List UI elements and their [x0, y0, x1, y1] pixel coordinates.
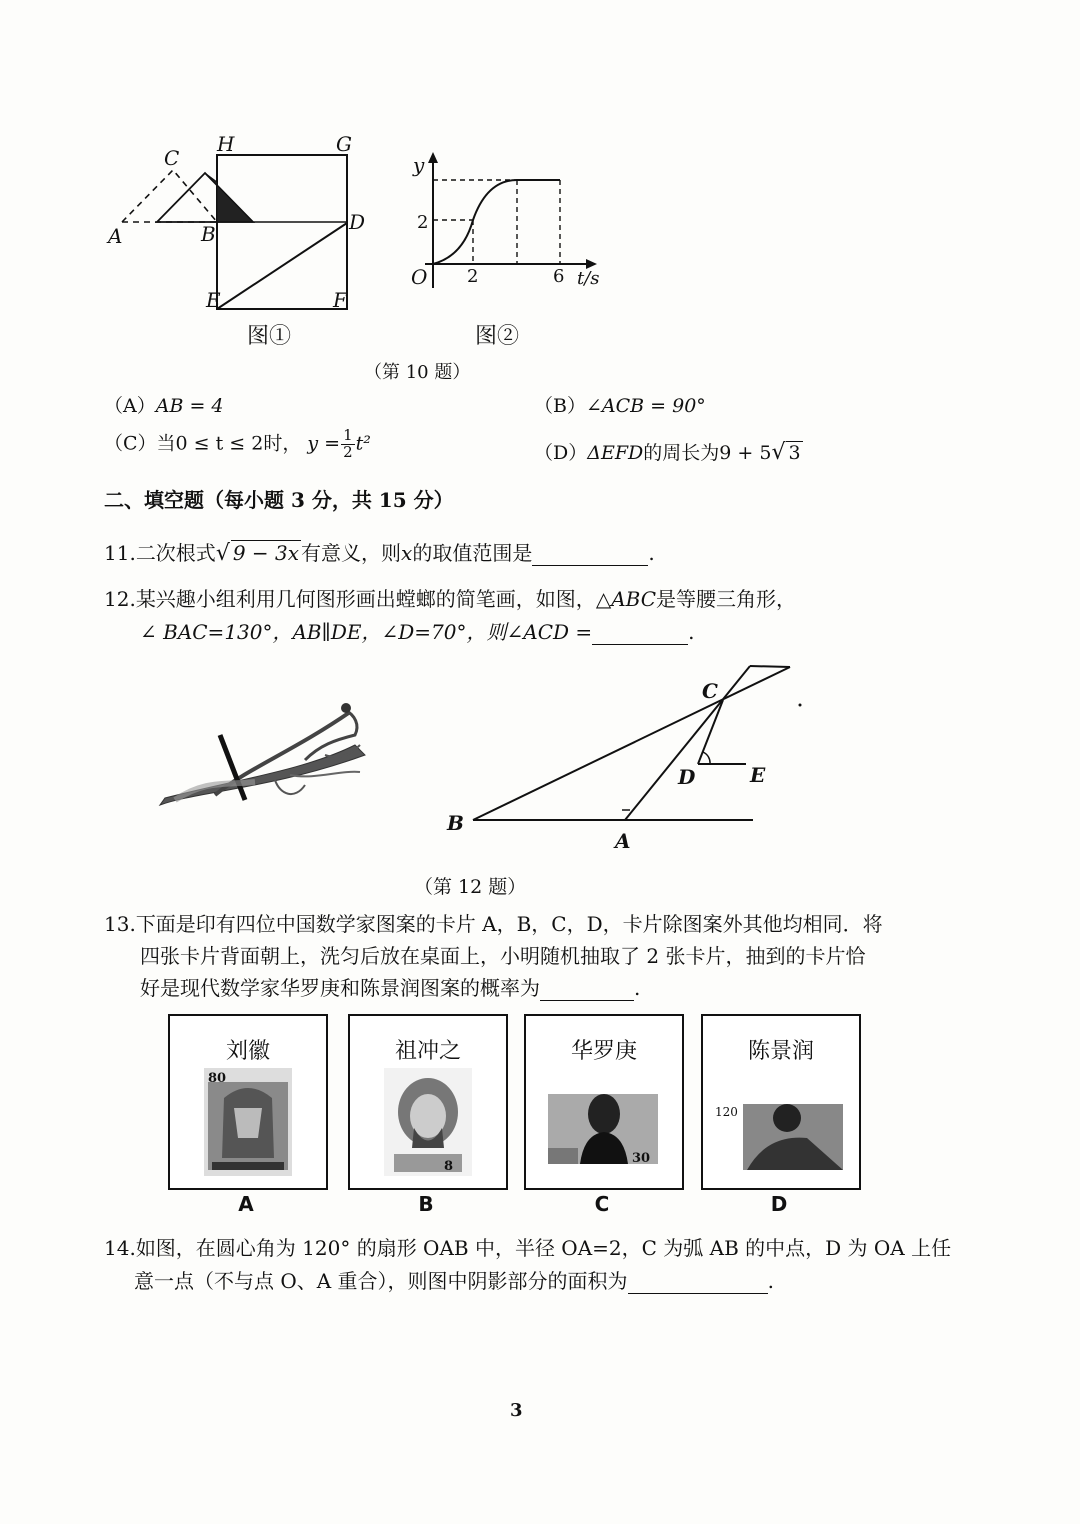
q12-number: 12.: [104, 587, 136, 611]
option-d-mid: 的周长为: [643, 442, 720, 464]
label-f: F: [333, 288, 347, 312]
card-d: [701, 1014, 861, 1190]
label-b: B: [201, 222, 216, 246]
segment-ac: [625, 666, 750, 820]
label-d: D: [349, 210, 366, 234]
q13-answer-blank[interactable]: [540, 976, 634, 1001]
label-h: H: [217, 132, 235, 156]
portrait-zu-chongzhi-image: [384, 1068, 472, 1176]
stamp-value: 80: [208, 1071, 227, 1086]
mantis-sketch: [155, 700, 370, 815]
shaded-overlap: [205, 173, 253, 222]
q12-line-1: [104, 587, 796, 611]
label-tick-x1: 2: [467, 266, 479, 287]
card-c-letter: C: [594, 1192, 610, 1216]
segment-ed: [217, 223, 347, 309]
card-name: 刘徽: [225, 1039, 270, 1064]
option-d-label: （D）: [534, 442, 588, 464]
option-d-pre: ΔEFD: [587, 442, 644, 464]
portrait-liu-hui-image: [204, 1068, 292, 1176]
q13-line-2: 四张卡片背面朝上，洗匀后放在桌面上，小明随机抽取了 2 张卡片，抽到的卡片恰: [140, 944, 866, 968]
q14-end: .: [767, 1269, 774, 1293]
q13-line3: 好是现代数学家华罗庚和陈景润图案的概率为: [140, 976, 540, 1000]
card-b-letter: B: [418, 1192, 434, 1216]
segment-top: [750, 666, 790, 667]
stamp-value: 30: [632, 1151, 651, 1166]
card-name: 陈景润: [747, 1039, 814, 1064]
label-x-axis: t/s: [577, 268, 600, 289]
label-tick-x2: 6: [553, 266, 565, 287]
label-tick-y: 2: [417, 212, 429, 233]
portrait-chen-jingrun-image: [715, 1068, 825, 1176]
q11-var: x: [401, 541, 413, 565]
option-a-expr: AB = 4: [155, 395, 224, 417]
option-c-label: （C）: [104, 432, 157, 455]
q12-caption: （第 12 题）: [414, 876, 527, 898]
card-name: 华罗庚: [570, 1039, 637, 1064]
label-y: y: [413, 153, 425, 177]
q10-option-c: [104, 428, 371, 461]
label-d: D: [678, 765, 696, 789]
segment-bc: [473, 667, 790, 820]
label-a: A: [108, 224, 123, 248]
option-b-expr: ∠ACB = 90°: [585, 395, 706, 417]
q10-caption: （第 10 题）: [364, 362, 471, 383]
q14-line-1: [104, 1236, 951, 1260]
stamp-value: 8: [444, 1159, 454, 1174]
q10-option-d: [534, 440, 803, 466]
option-c-fraction: [341, 428, 355, 461]
q11-post2: 的取值范围是: [412, 541, 533, 565]
q13-end: .: [634, 976, 641, 1000]
label-c: C: [702, 679, 718, 703]
q14-answer-blank[interactable]: [628, 1269, 768, 1294]
q11-radicand: 9 − 3x: [232, 541, 300, 565]
card-d-letter: D: [770, 1192, 788, 1216]
option-c-text: 当0 ≤ t ≤ 2时，: [156, 432, 302, 455]
option-b-label: （B）: [534, 395, 586, 417]
q12-figure: [440, 660, 800, 853]
dashed-triangle-acb: [122, 170, 217, 222]
card-c: [524, 1014, 684, 1190]
q13-number: 13.: [104, 912, 136, 936]
q12-answer-blank[interactable]: [592, 620, 688, 645]
q13-line1: 下面是印有四位中国数学家图案的卡片 A，B，C，D，卡片除图案外其他均相同．将: [135, 912, 883, 936]
sqrt-sign: √: [215, 541, 230, 566]
q12-triangle: △ABC: [595, 587, 657, 611]
q11-pre: 二次根式: [135, 541, 216, 565]
q10-fig1-caption: 图①: [247, 324, 292, 349]
portrait-hua-luogeng-image: [560, 1068, 651, 1176]
q14-line2: 意一点（不与点 O、A 重合），则图中阴影部分的面积为: [134, 1269, 628, 1293]
fraction-numerator: 1: [343, 426, 353, 444]
option-d-radicand: 3: [788, 442, 801, 464]
q11-number: 11.: [104, 541, 136, 565]
square-hgfe: [217, 155, 347, 309]
label-e: E: [206, 288, 221, 312]
q10-fig2-caption: 图②: [475, 324, 520, 349]
q12-line2: ∠ BAC=130°，AB∥DE，∠D=70°，则∠ACD =: [140, 620, 593, 644]
q10-option-a: [104, 395, 224, 418]
q14-number: 14.: [104, 1236, 136, 1260]
label-b: B: [447, 811, 464, 835]
q11-answer-blank[interactable]: [532, 541, 648, 566]
q10-figure-2: [405, 150, 605, 290]
q11: [104, 540, 655, 567]
q14-line-2: [134, 1269, 774, 1294]
stamp-value: 120: [715, 1105, 738, 1119]
q12-line1-post: 是等腰三角形，: [656, 587, 797, 611]
card-a-letter: A: [238, 1192, 254, 1216]
fraction-denominator: 2: [343, 442, 353, 461]
q13-line-3: [140, 976, 640, 1001]
y-axis-arrow: [428, 152, 438, 163]
q12-line-2: [140, 620, 695, 645]
label-e: E: [750, 763, 766, 787]
curve: [433, 180, 560, 264]
card-name: 祖冲之: [394, 1039, 461, 1064]
label-c: C: [164, 146, 180, 170]
label-a: A: [615, 829, 631, 853]
option-c-tail: t²: [355, 432, 371, 455]
q10-figure-1: [100, 125, 380, 315]
card-b: [348, 1014, 508, 1190]
q12-line1-pre: 某兴趣小组利用几何图形画出螳螂的简笔画，如图，: [135, 587, 596, 611]
section-2-title: 二、填空题（每小题 3 分，共 15 分）: [104, 488, 454, 512]
q10-option-b: [534, 395, 706, 418]
q13-line-1: [104, 912, 883, 936]
option-c-lhs: y =: [307, 432, 341, 455]
page-number: 3: [510, 1400, 523, 1421]
sqrt-sign: √: [771, 440, 786, 465]
label-g: G: [336, 132, 352, 156]
angle-d-mark: [703, 752, 710, 764]
card-a: [168, 1014, 328, 1190]
q14-line1: 如图，在圆心角为 120° 的扇形 OAB 中，半径 OA=2，C 为弧 AB 的中点，D 为 OA 上任: [135, 1236, 952, 1260]
q11-end: .: [648, 541, 655, 565]
option-d-expr: 9 + 5: [719, 442, 772, 464]
q12-end: .: [688, 620, 695, 644]
q11-post: 有意义，则: [301, 541, 402, 565]
label-origin: O: [411, 265, 428, 289]
option-a-label: （A）: [104, 395, 156, 417]
